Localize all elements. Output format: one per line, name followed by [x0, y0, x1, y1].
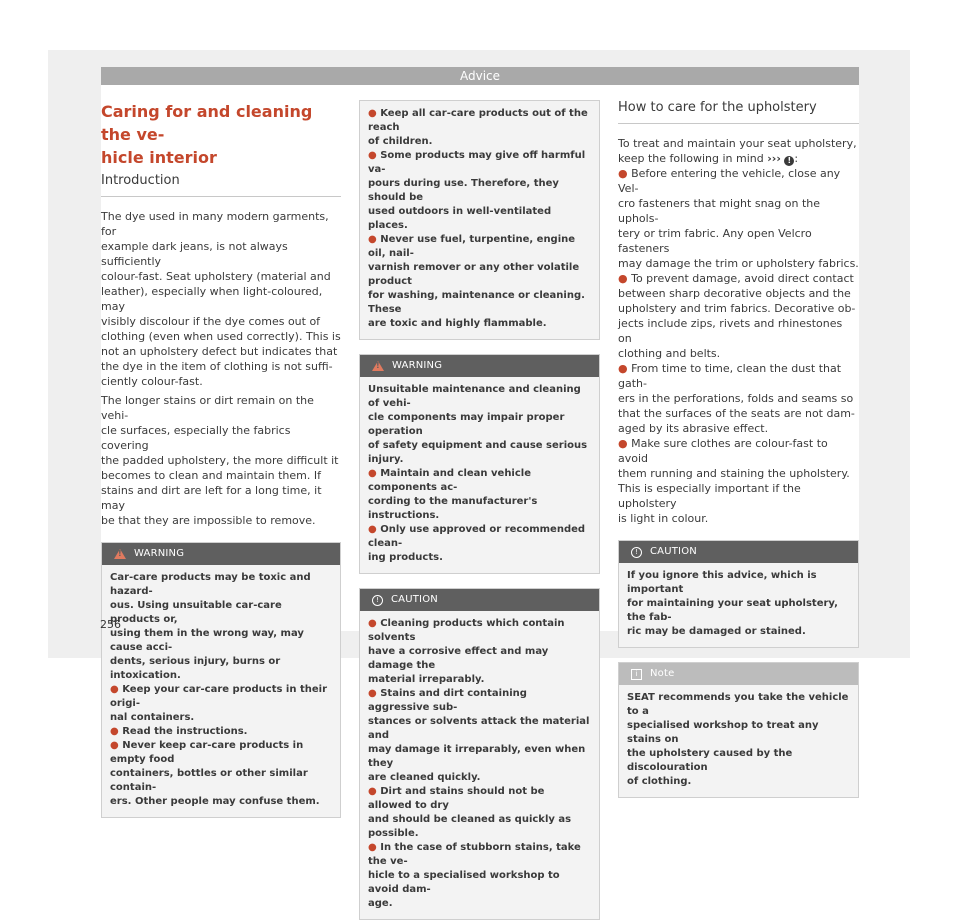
stains-paragraph: The longer stains or dirt remain on the vehi- cle surfaces, especially the fabrics covering the padded upholstery, the more difficult it becomes to clean and maintain them. If stains and dirt are left for a long time, it may be that they are impossible to remove. [101, 394, 339, 527]
list-item: ● Never use fuel, turpentine, engine oil, nail- varnish remover or any other volatile product for washing, maintenance or cleaning. These are toxic and highly flammable. [368, 234, 585, 329]
list-item: ● Only use approved or recommended clean- ing products. [368, 524, 586, 563]
list-item: ● Maintain and clean vehicle components ac- cording to the manufacturer's instructions. [368, 468, 538, 521]
chapter-title: Caring for and cleaning the ve- hicle interior [101, 102, 313, 167]
warning-header: ! WARNING [102, 543, 340, 565]
section-heading: How to care for the upholstery [618, 100, 859, 124]
warning-box-2 [359, 354, 600, 574]
warning-box [101, 542, 341, 818]
warning-continued-box [359, 100, 600, 340]
section-header: Advice [101, 67, 859, 85]
bullet-icon: ● [368, 524, 377, 535]
bullet-icon: ● [368, 786, 377, 797]
list-item: ● Before entering the vehicle, close any Vel- cro fasteners that might snag on the uphols- tery or trim fabric. Any open Velcro fasteners may damage the trim or upholstery fabrics. [618, 167, 859, 270]
bullet-icon: ● [368, 842, 377, 853]
bullet-icon: ● [110, 726, 119, 737]
caution-header: ! CAUTION [360, 589, 599, 611]
warning-intro: Car-care products may be toxic and hazard- ous. Using unsuitable car-care products or, using them in the wrong way, may cause acci- dents, serious injury, burns or intoxication. [110, 572, 311, 681]
warning-body [102, 565, 340, 817]
caution-circle-icon: ! [631, 547, 642, 558]
caution-box [618, 540, 859, 648]
list-item: ● Cleaning products which contain solvents have a corrosive effect and may damage the material irreparably. [368, 618, 565, 685]
note-body: SEAT recommends you take the vehicle to a specialised workshop to treat any stains on the upholstery caused by the discolouration of clothing. [627, 692, 849, 787]
caution-circle-icon: ! [372, 595, 383, 606]
list-item: ● Read the instructions. [110, 726, 248, 737]
warning-triangle-icon [114, 549, 126, 559]
list-item: ● In the case of stubborn stains, take the ve- hicle to a specialised workshop to avoid dam- age. [368, 842, 581, 909]
caution-box [359, 588, 600, 920]
list-item: ● Stains and dirt containing aggressive sub- stances or solvents attack the material and may damage it irreparably, even when they are cleaned quickly. [368, 688, 590, 783]
bullet-icon: ● [618, 362, 628, 375]
warning-header: ! WARNING [360, 355, 599, 377]
bullet-icon: ● [110, 740, 119, 751]
bullet-icon: ● [368, 108, 377, 119]
caution-reference-icon: ! [784, 156, 794, 166]
intro-paragraph: The dye used in many modern garments, for example dark jeans, is not always sufficiently colour-fast. Seat upholstery (material and leather), especially when light-coloured, may visibly discolour if the dye comes out of clothing (even when used correctly). This is not an upholstery defect but indicates that the dye in the item of clothing is not suffi- ciently colour-fast. [101, 210, 341, 388]
warning-continued-body [360, 101, 599, 339]
list-item: ● Keep your car-care products in their origi- nal containers. [110, 684, 327, 723]
warning-body [360, 377, 599, 573]
list-item: ● Make sure clothes are colour-fast to avoid them running and staining the upholstery. This is especially important if the upholstery is light in colour. [618, 437, 850, 525]
note-header: i Note [619, 663, 858, 685]
list-item: ● Never keep car-care products in empty food containers, bottles or other similar contain- ers. Other people may confuse them. [110, 740, 320, 807]
list-item: ● Some products may give off harmful va- pours during use. Therefore, they should be used outdoors in well-ventilated places. [368, 150, 586, 231]
reference-arrows-icon: ››› [767, 152, 781, 165]
list-item: ● To prevent damage, avoid direct contact between sharp decorative objects and the upholstery and trim fabrics. Decorative ob- jects include zips, rivets and rhinestones on clothing and belts. [618, 272, 856, 360]
bullet-icon: ● [618, 167, 628, 180]
upholstery-intro: To treat and maintain your seat upholstery, keep the following in mind ››› ! : [618, 137, 857, 165]
bullet-icon: ● [618, 437, 628, 450]
warning-intro: Unsuitable maintenance and cleaning of vehi- cle components may impair proper operation of safety equipment and cause serious injury. [368, 384, 588, 465]
column-middle [359, 100, 600, 920]
page-number: 256 [100, 618, 121, 631]
bullet-icon: ● [618, 272, 628, 285]
list-item: ● Keep all car-care products out of the reach of children. [368, 108, 588, 147]
bullet-icon: ● [368, 234, 377, 245]
list-item: ● Dirt and stains should not be allowed to dry and should be cleaned as quickly as possible. [368, 786, 572, 839]
note-box [618, 662, 859, 798]
list-item: ● From time to time, clean the dust that gath- ers in the perforations, folds and seams so that the surfaces of the seats are not dam- aged by its abrasive effect. [618, 362, 855, 435]
section-subtitle: Introduction [101, 173, 341, 197]
bullet-icon: ● [368, 150, 377, 161]
column-right [618, 100, 859, 798]
column-left [101, 100, 341, 818]
caution-header: ! CAUTION [619, 541, 858, 563]
bullet-icon: ● [368, 468, 377, 479]
bullet-icon: ● [368, 618, 377, 629]
warning-triangle-icon [372, 361, 384, 371]
caution-body: If you ignore this advice, which is important for maintaining your seat upholstery, the fab- ric may be damaged or stained. [627, 570, 838, 637]
bullet-icon: ● [110, 684, 119, 695]
bullet-icon: ● [368, 688, 377, 699]
caution-body [360, 611, 599, 919]
info-icon: i [631, 669, 642, 680]
